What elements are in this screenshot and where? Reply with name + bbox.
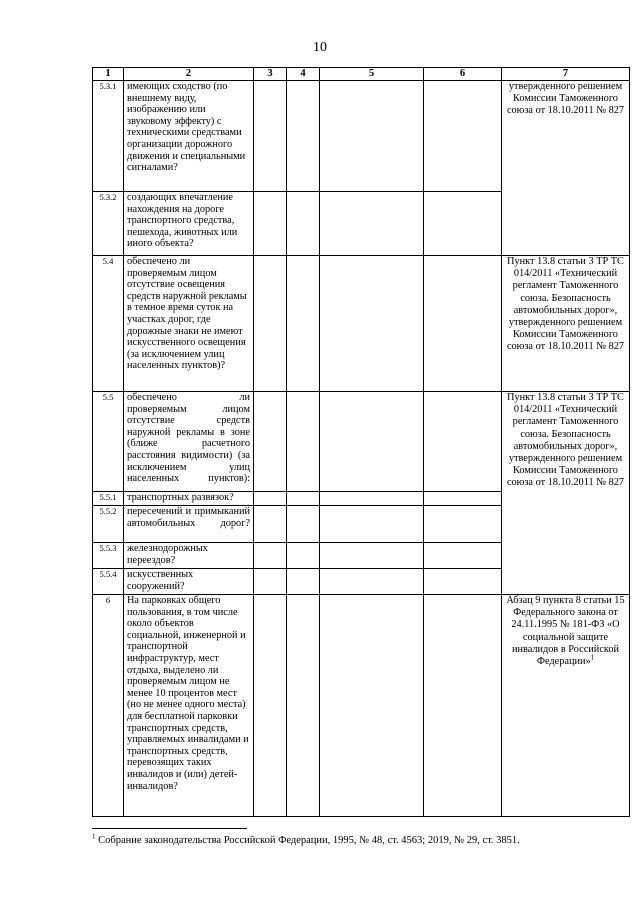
row-question: искусственных сооружений? [124,569,254,595]
row-question-text: обеспечено ли проверяемым лицом отсутствие средств наружной рекламы в зоне (ближе расчетного расстояния видимости) (за исключением улиц [127,392,250,473]
row-number: 5.5 [93,392,124,492]
cell-col-5 [320,543,424,569]
row-question: транспортных развязок? [124,492,254,506]
cell-col-5 [320,595,424,817]
header-col-5: 5 [320,68,424,81]
row-number: 5.3.2 [93,192,124,256]
row-question: создающих впечатление нахождения на дороге транспортного средства, пешехода, животных или иного объекта? [124,192,254,256]
cell-col-4 [287,256,320,392]
row-number: 6 [93,595,124,817]
header-col-6: 6 [424,68,502,81]
cell-col-5 [320,492,424,506]
cell-col-4 [287,192,320,256]
page-number: 10 [313,40,327,55]
header-col-1: 1 [93,68,124,81]
cell-col-4 [287,506,320,543]
table-row [93,595,630,817]
cell-col-5 [320,81,424,192]
header-col-7: 7 [502,68,630,81]
cell-col-3 [254,256,287,392]
cell-col-4 [287,595,320,817]
table-row [93,256,630,392]
row-number: 5.4 [93,256,124,392]
legal-reference: Пункт 13.8 статьи 3 ТР ТС 014/2011 «Технический регламент Таможенного союза. Безопасность автомобильных дорог», утвержденного решением Комиссии Таможенного союза от 18.10.2011 № 827 [502,392,630,595]
cell-col-3 [254,506,287,543]
cell-col-6 [424,81,502,192]
table-row [93,81,630,192]
row-question-tail: населенных пунктов): [127,473,250,485]
cell-col-6 [424,392,502,492]
cell-col-6 [424,543,502,569]
header-col-3: 3 [254,68,287,81]
cell-col-6 [424,192,502,256]
cell-col-4 [287,492,320,506]
row-question-tail: автомобильных дорог? [127,517,250,529]
footnote [92,834,612,847]
cell-col-4 [287,81,320,192]
cell-col-5 [320,192,424,256]
header-col-4: 4 [287,68,320,81]
cell-col-3 [254,192,287,256]
row-number: 5.5.4 [93,569,124,595]
row-number: 5.3.1 [93,81,124,192]
cell-col-6 [424,569,502,595]
footnote-divider [92,828,247,829]
cell-col-3 [254,543,287,569]
cell-col-5 [320,256,424,392]
cell-col-6 [424,256,502,392]
cell-col-6 [424,492,502,506]
row-question [124,392,254,492]
legal-reference: утвержденного решением Комиссии Таможенного союза от 18.10.2011 № 827 [502,81,630,256]
footnote-text: Собрание законодательства Российской Федерации, 1995, № 48, ст. 4563; 2019, № 29, ст. 3851. [98,835,520,846]
cell-col-3 [254,81,287,192]
cell-col-5 [320,392,424,492]
row-question: обеспечено ли проверяемым лицом отсутствие освещения средств наружной рекламы в темное время суток на участках дорог, где дорожные знаки не имеют искусственного освещения (за исключением улиц населенных пунктов)? [124,256,254,392]
cell-col-3 [254,595,287,817]
header-row [93,68,630,81]
row-question-text: пересечений и примыканий [127,506,250,517]
row-question: На парковках общего пользования, в том числе около объектов социальной, инженерной и транспортной инфраструктур, мест отдыха, выделено ли проверяемым лицом не менее 10 процентов мест (но не менее одного места) для бесплатной парковки транспортных средств, управляемых инвалидами и транспортных средств, перевозящих таких инвалидов и (или) детей-инвалидов? [124,595,254,817]
footnote-marker: 1 [590,653,595,662]
cell-col-4 [287,392,320,492]
cell-col-4 [287,569,320,595]
row-number: 5.5.1 [93,492,124,506]
row-question: имеющих сходство (по внешнему виду, изображению или звуковому эффекту) с техническими средствами организации дорожного движения и специальными сигналами? [124,81,254,192]
cell-col-6 [424,506,502,543]
table-row [93,392,630,492]
legal-reference-text: Абзац 9 пункта 8 статьи 15 Федерального закона от 24.11.1995 № 181-ФЗ «О социальной защите инвалидов в Российской Федерации» [506,595,625,668]
row-number: 5.5.2 [93,506,124,543]
cell-col-6 [424,595,502,817]
header-col-2: 2 [124,68,254,81]
row-question: железнодорожных переездов? [124,543,254,569]
row-question [124,506,254,543]
footnote-mark: 1 [92,832,96,841]
row-number: 5.5.3 [93,543,124,569]
cell-col-3 [254,392,287,492]
checklist-table [92,67,630,817]
cell-col-5 [320,569,424,595]
cell-col-5 [320,506,424,543]
cell-col-3 [254,492,287,506]
legal-reference [502,595,630,817]
legal-reference: Пункт 13.8 статьи 3 ТР ТС 014/2011 «Технический регламент Таможенного союза. Безопасность автомобильных дорог», утвержденного решением Комиссии Таможенного союза от 18.10.2011 № 827 [502,256,630,392]
cell-col-3 [254,569,287,595]
cell-col-4 [287,543,320,569]
